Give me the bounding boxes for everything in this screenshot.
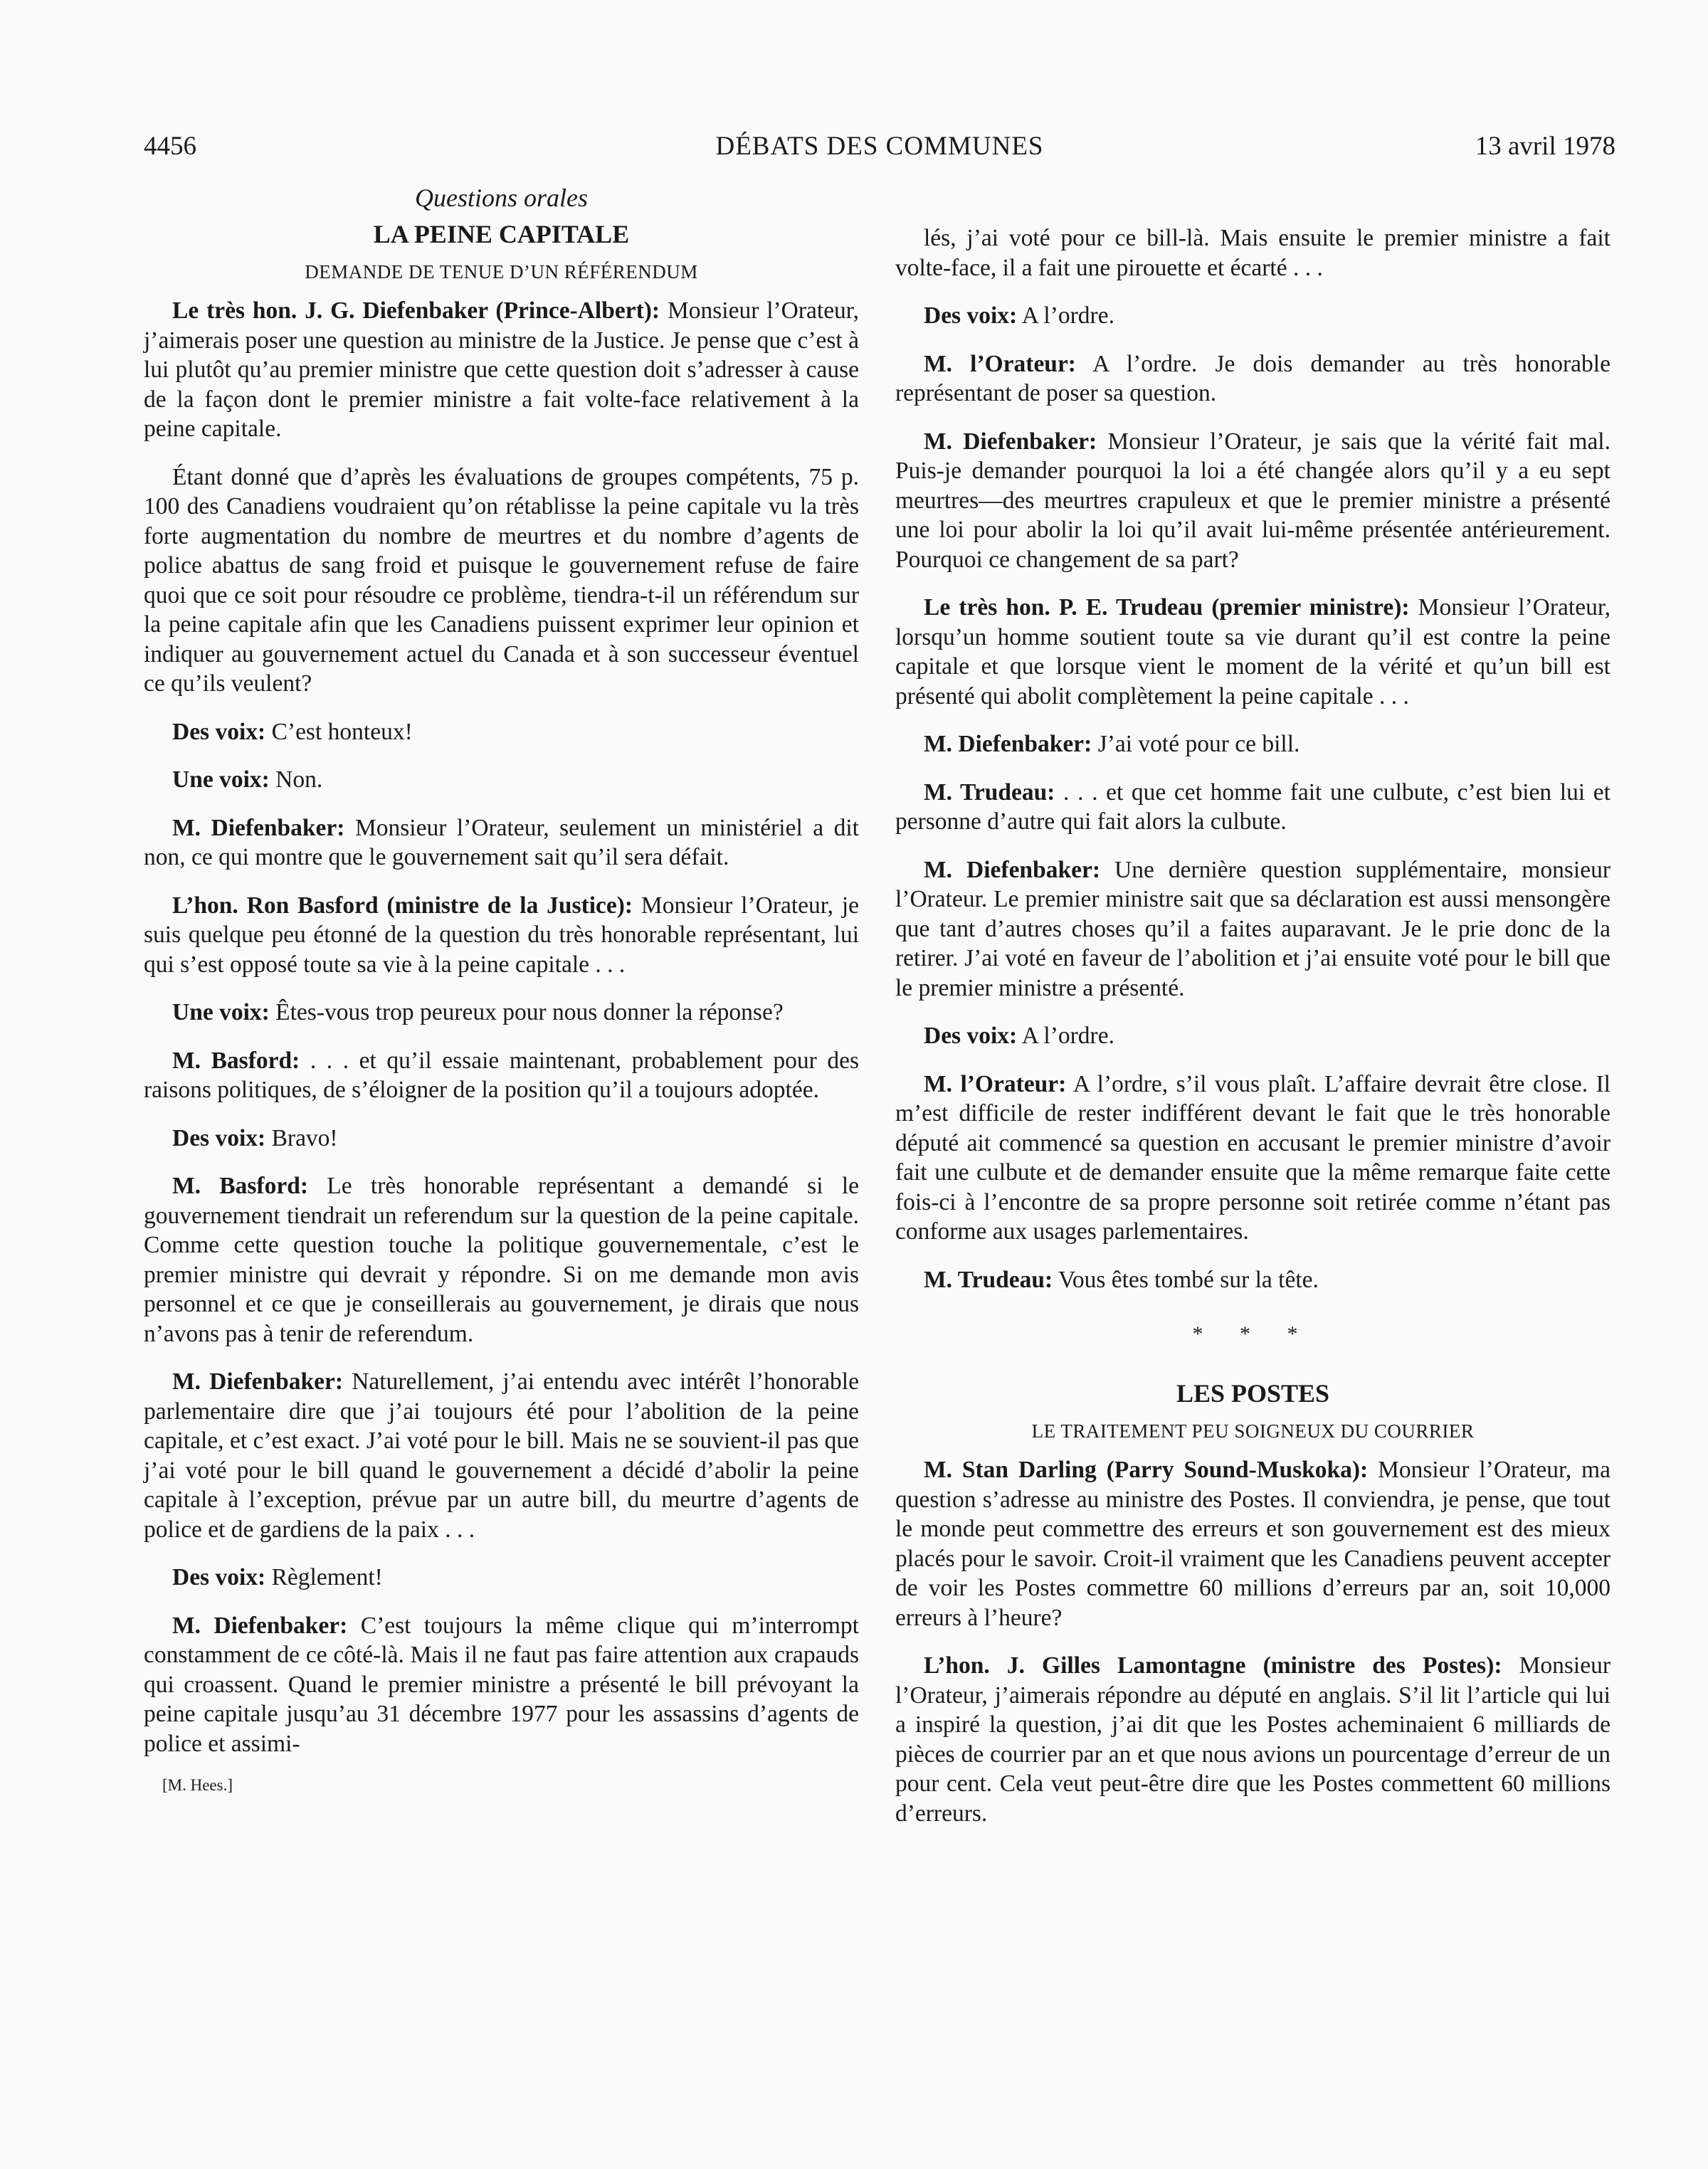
speaker-name: Des voix: bbox=[172, 1564, 266, 1590]
paragraph-text: Naturellement, j’ai entendu avec intérêt l’honorable parlementaire dire que j’ai toujours été pour l’abolition de la peine capitale, et c’est exact. J’ai voté pour le bill. Mais ne se souvient-il pas que j’ai voté pour le bill quand le gouvernement a décidé d’abolir la peine capitale à l’exception, prévue par un autre bill, du meurtre d’agents de police et de gardiens de la paix . . . bbox=[144, 1368, 859, 1543]
paragraph-text: A l’ordre. Je dois demander au très honorable représentant de poser sa question. bbox=[895, 350, 1611, 406]
paragraph-text: . . . et que cet homme fait une culbute, c’est bien lui et personne d’autre qui fait alors la culbute. bbox=[895, 779, 1611, 835]
paragraph-text: Monsieur l’Orateur, j’aimerais poser une question au ministre de la Justice. Je pense que c’est à lui plutôt qu’au premier ministre que cette question doit s’adresser à cause de la façon dont le premier ministre a fait volte-face relativement à la peine capitale. bbox=[144, 297, 859, 442]
paragraph bbox=[895, 223, 1611, 283]
paragraph bbox=[144, 717, 859, 747]
paragraph bbox=[144, 1367, 859, 1544]
paragraph bbox=[144, 1046, 859, 1105]
paragraph-text: A l’ordre. bbox=[1017, 1023, 1114, 1049]
right-paragraphs-postes bbox=[895, 1455, 1611, 1828]
paragraph bbox=[895, 349, 1611, 408]
paragraph-text: lés, j’ai voté pour ce bill-là. Mais ensuite le premier ministre a fait volte-face, il a fait une pirouette et écarté . . . bbox=[895, 225, 1611, 281]
speaker-name: M. Diefenbaker: bbox=[172, 1612, 348, 1639]
paragraph bbox=[895, 729, 1611, 759]
speaker-name: M. Basford: bbox=[172, 1047, 300, 1074]
paragraph-text: Règlement! bbox=[265, 1564, 383, 1590]
paragraph-text: Bravo! bbox=[265, 1124, 338, 1151]
paragraph-text: A l’ordre. bbox=[1017, 302, 1114, 329]
section-subtitle-postes: LE TRAITEMENT PEU SOIGNEUX DU COURRIER bbox=[1031, 1420, 1475, 1442]
paragraph bbox=[895, 1021, 1611, 1051]
speaker-name: Une voix: bbox=[172, 766, 270, 793]
paragraph-text: Monsieur l’Orateur, seulement un ministériel a dit non, ce qui montre que le gouvernement sait qu’il sera défait. bbox=[144, 814, 859, 870]
section-title-postes: LES POSTES bbox=[1176, 1379, 1330, 1408]
paragraph-text: Monsieur l’Orateur, je suis quelque peu étonné de la question du très honorable représentant, lui qui s’est opposé toute sa vie à la peine capitale . . . bbox=[144, 892, 859, 978]
paragraph bbox=[144, 1124, 859, 1154]
speaker-name: L’hon. Ron Basford (ministre de la Justice): bbox=[172, 892, 633, 919]
paragraph-text: Monsieur l’Orateur, ma question s’adresse au ministre des Postes. Il conviendra, je pense, que tout le monde peut commettre des erreurs et son gouvernement est des mieux placés pour le savoir. Croit-il vraiment que les Canadiens peuvent accepter de voir les Postes commettre 60 millions d’erreurs par an, soit 10,000 erreurs à l’heure? bbox=[895, 1457, 1611, 1631]
speaker-name: Une voix: bbox=[172, 999, 270, 1025]
paragraph-text: Vous êtes tombé sur la tête. bbox=[1053, 1266, 1319, 1293]
paragraph bbox=[144, 813, 859, 872]
speaker-name: M. Diefenbaker: bbox=[172, 814, 345, 841]
page-number: 4456 bbox=[144, 132, 196, 161]
speaker-name: M. l’Orateur: bbox=[924, 350, 1076, 377]
paragraph bbox=[144, 1611, 859, 1759]
paragraph-text: Monsieur l’Orateur, lorsqu’un homme soutient toute sa vie durant qu’il est contre la peine capitale et que lorsque vient le moment de la vérité et qu’un bill est présenté qui abolit complètement la peine capitale . . . bbox=[895, 594, 1611, 709]
speaker-name: M. Diefenbaker: bbox=[172, 1368, 344, 1395]
speaker-name: M. l’Orateur: bbox=[924, 1070, 1067, 1097]
section-subtitle: DEMANDE DE TENUE D’UN RÉFÉRENDUM bbox=[305, 261, 698, 283]
paragraph-text: Étant donné que d’après les évaluations de groupes compétents, 75 p. 100 des Canadiens voudraient qu’on rétablisse la peine capitale vu la très forte augmentation du nombre de meurtres et du nombre d’agents de police abattus de sang froid et puisque le gouvernement refuse de faire quoi que ce soit pour résoudre ce problème, tiendra-t-il un référendum sur la peine capitale afin que les Canadiens puissent exprimer leur opinion et indiquer au gouvernement actuel du Canada et à son successeur éventuel ce qu’ils veulent? bbox=[144, 463, 859, 697]
paragraph bbox=[144, 1171, 859, 1349]
paragraph-text: A l’ordre, s’il vous plaît. L’affaire devrait être close. Il m’est difficile de rester indifférent devant le fait que le très honorable député ait commencé sa question en accusant le premier ministre d’avoir fait une culbute et de demander ensuite que la même remarque faite cette fois-ci à l’encontre de sa propre personne soit retirée comme n’étant pas conforme aux usages parlementaires. bbox=[895, 1070, 1611, 1245]
page-header bbox=[144, 127, 1615, 167]
footnote: [M. Hees.] bbox=[162, 1776, 233, 1794]
speaker-name: Des voix: bbox=[924, 1023, 1018, 1049]
speaker-name: Des voix: bbox=[924, 302, 1018, 329]
paragraph bbox=[895, 1651, 1611, 1828]
speaker-name: L’hon. J. Gilles Lamontagne (ministre des Postes): bbox=[924, 1652, 1502, 1679]
paragraph bbox=[144, 891, 859, 980]
paragraph bbox=[144, 765, 859, 795]
section-title: LA PEINE CAPITALE bbox=[373, 220, 630, 248]
speaker-name: M. Stan Darling (Parry Sound-Muskoka): bbox=[924, 1457, 1369, 1483]
paragraph bbox=[144, 1563, 859, 1593]
rubric: Questions orales bbox=[415, 184, 588, 212]
speaker-name: M. Trudeau: bbox=[924, 779, 1055, 806]
paragraph bbox=[895, 855, 1611, 1003]
paragraph bbox=[895, 301, 1611, 331]
speaker-name: M. Diefenbaker: bbox=[924, 731, 1092, 757]
publication-title: DÉBATS DES COMMUNES bbox=[715, 132, 1044, 161]
right-column bbox=[895, 223, 1611, 1847]
paragraph-text: J’ai voté pour ce bill. bbox=[1092, 731, 1300, 757]
speaker-name: Le très hon. P. E. Trudeau (premier ministre): bbox=[924, 594, 1410, 621]
paragraph bbox=[144, 463, 859, 699]
paragraph bbox=[895, 778, 1611, 837]
paragraph-text: C’est honteux! bbox=[265, 718, 413, 745]
paragraph-text: . . . et qu’il essaie maintenant, probablement pour des raisons politiques, de s’éloigner de la position qu’il a toujours adoptée. bbox=[144, 1047, 859, 1103]
speaker-name: M. Trudeau: bbox=[924, 1266, 1053, 1293]
right-paragraphs bbox=[895, 223, 1611, 1294]
speaker-name: M. Diefenbaker: bbox=[924, 856, 1100, 883]
paragraph-text: Le très honorable représentant a demandé si le gouvernement tiendrait un referendum sur la question de la peine capitale. Comme cette question touche la politique gouvernementale, c’est le premier ministre qui devrait y répondre. Si on me demande mon avis personnel et ce que je conseillerais au gouvernement, je dirais que nous n’avons pas à tenir de referendum. bbox=[144, 1173, 859, 1347]
issue-date: 13 avril 1978 bbox=[1475, 132, 1615, 161]
speaker-name: M. Diefenbaker: bbox=[924, 428, 1097, 455]
speaker-name: Des voix: bbox=[172, 1124, 266, 1151]
paragraph-text: Êtes-vous trop peureux pour nous donner la réponse? bbox=[269, 999, 784, 1025]
paragraph-text: Monsieur l’Orateur, je sais que la vérité fait mal. Puis-je demander pourquoi la loi a été changée alors qu’il y a eu sept meurtres—des meurtres crapuleux et que le premier ministre a présenté une loi pour abolir la loi qu’il avait lui-même présentée antérieurement. Pourquoi ce changement de sa part? bbox=[895, 428, 1611, 573]
paragraph bbox=[895, 1070, 1611, 1247]
speaker-name: Le très hon. J. G. Diefenbaker (Prince-Albert): bbox=[172, 297, 660, 324]
speaker-name: M. Basford: bbox=[172, 1173, 308, 1199]
left-paragraphs bbox=[144, 296, 859, 1758]
left-column bbox=[144, 182, 859, 1797]
paragraph bbox=[895, 1265, 1611, 1295]
section-separator: * * * bbox=[1192, 1322, 1314, 1346]
paragraph-text: Non. bbox=[269, 766, 323, 793]
paragraph bbox=[895, 427, 1611, 575]
paragraph bbox=[144, 296, 859, 444]
paragraph bbox=[895, 1455, 1611, 1632]
paragraph-text: Monsieur l’Orateur, j’aimerais répondre au député en anglais. S’il lit l’article qui lui a inspiré la question, j’ai dit que les Postes acheminaient 6 milliards de pièces de courrier par an et que nous avions un pourcentage d’erreur de un pour cent. Cela veut peut-être dire que les Postes commettent 60 millions d’erreurs. bbox=[895, 1652, 1611, 1827]
paragraph-text: Une dernière question supplémentaire, monsieur l’Orateur. Le premier ministre sait que sa déclaration est aussi mensongère que tant d’autres choses qu’il a faites auparavant. Je le prie donc de la retirer. J’ai voté en faveur de l’abolition et j’ai ensuite voté pour le bill que le premier ministre a présenté. bbox=[895, 856, 1611, 1001]
paragraph bbox=[144, 998, 859, 1028]
paragraph-text: C’est toujours la même clique qui m’interrompt constamment de ce côté-là. Mais il ne faut pas faire attention aux crapauds qui croassent. Quand le premier ministre a présenté le bill prévoyant la peine capitale jusqu’au 31 décembre 1977 pour les assassins d’agents de police et assimi- bbox=[144, 1612, 859, 1757]
paragraph bbox=[895, 593, 1611, 711]
speaker-name: Des voix: bbox=[172, 718, 266, 745]
